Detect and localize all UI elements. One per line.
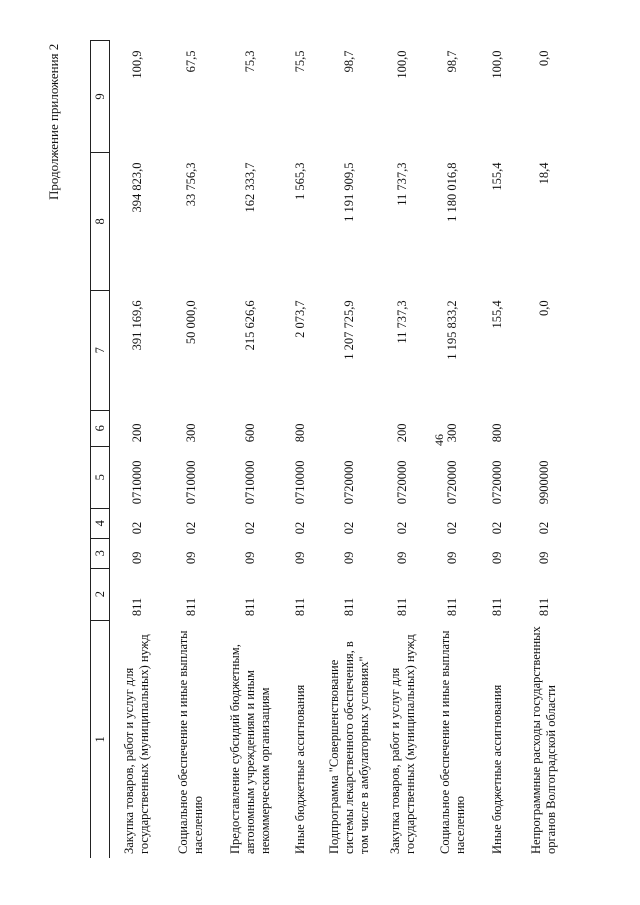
subsection-code: 02 [243,521,257,535]
column-header: 7 [91,290,110,410]
row-name: Непрограммные расходы государственных органов Волгоградской области [529,626,558,854]
expense-type-code [318,410,380,446]
row-name: Социальное обеспечение и иные выплаты населению [176,630,205,854]
column-header: 3 [91,538,110,568]
column-header: 2 [91,568,110,620]
target-article-code: 0710000 [129,460,144,505]
execution-percent: 75,3 [243,50,257,73]
actual-amount: 18,4 [536,162,551,185]
actual-amount: 1 565,3 [293,162,307,200]
row-name: Подпрограмма "Совершенствование системы лекарственного обеспечения, в том числе в амбулаторных условиях" [326,641,371,854]
section-code: 09 [129,551,144,565]
column-header: 5 [91,446,110,508]
planned-amount: 1 207 725,9 [341,300,356,360]
column-header: 6 [91,410,110,446]
row-name: Закупка товаров, работ и услуг для государственных (муниципальных) нужд [387,634,417,854]
execution-percent: 100,0 [490,50,504,79]
expense-type-code: 600 [243,423,257,443]
actual-amount: 162 333,7 [243,162,257,213]
table-row [425,41,480,859]
expense-type-code: 200 [395,423,409,443]
column-header: 4 [91,508,110,538]
expense-type-code: 200 [129,423,144,443]
planned-amount: 1 195 833,2 [445,300,459,360]
target-article-code: 0710000 [243,460,257,505]
budget-table [90,40,573,858]
actual-amount: 155,4 [490,162,504,191]
table-row [515,41,573,859]
execution-percent: 0,0 [536,50,551,67]
actual-amount: 394 823,0 [129,162,144,213]
continuation-caption: Продолжение приложения 2 [46,43,61,200]
planned-amount: 50 000,0 [183,300,198,345]
table-row [218,41,283,859]
actual-amount: 1 191 909,5 [341,162,356,222]
ministry-code: 811 [395,597,409,617]
actual-amount: 1 180 016,8 [445,162,459,222]
row-name: Иные бюджетные ассигнования [293,684,307,854]
planned-amount: 155,4 [490,300,504,329]
planned-amount: 0,0 [536,300,551,316]
page-number: 46 [432,434,446,446]
subsection-code: 02 [536,521,551,535]
subsection-code: 02 [341,521,356,535]
section-code: 09 [395,551,409,565]
table-row [110,41,165,859]
ministry-code: 811 [293,597,307,617]
actual-amount: 33 756,3 [183,162,198,207]
section-code: 09 [536,551,551,565]
subsection-code: 02 [129,521,144,535]
actual-amount: 11 737,3 [395,162,409,206]
row-name: Иные бюджетные ассигнования [490,684,504,854]
section-code: 09 [243,551,257,565]
ministry-code: 811 [445,597,459,617]
section-code: 09 [341,551,356,565]
subsection-code: 02 [183,521,198,535]
section-code: 09 [490,551,504,565]
subsection-code: 02 [445,521,459,535]
ministry-code: 811 [490,597,504,617]
subsection-code: 02 [293,521,307,535]
expense-type-code: 800 [490,423,504,443]
expense-type-code [515,410,573,446]
section-code: 09 [293,551,307,565]
subsection-code: 02 [395,521,409,535]
section-code: 09 [183,551,198,565]
expense-type-code: 800 [293,423,307,443]
planned-amount: 2 073,7 [293,300,307,338]
row-name: Социальное обеспечение и иные выплаты населению [437,630,467,854]
planned-amount: 215 626,6 [243,300,257,351]
execution-percent: 100,9 [129,50,144,79]
execution-percent: 67,5 [183,50,198,73]
rotated-page [0,40,640,860]
target-article-code: 9900000 [536,460,551,505]
target-article-code: 0710000 [293,460,307,505]
target-article-code: 0720000 [341,460,356,505]
target-article-code: 0720000 [490,460,504,505]
expense-type-code: 300 [445,423,459,443]
ministry-code: 811 [129,597,144,617]
column-header: 8 [91,152,110,290]
execution-percent: 100,0 [395,50,409,79]
table-row [164,41,218,859]
table-row [283,41,318,859]
subsection-code: 02 [490,521,504,535]
table-header-row [91,41,110,859]
ministry-code: 811 [341,597,356,617]
planned-amount: 11 737,3 [395,300,409,344]
ministry-code: 811 [183,597,198,617]
ministry-code: 811 [536,597,551,617]
execution-percent: 75,5 [293,50,307,73]
planned-amount: 391 169,6 [129,300,144,351]
column-header: 9 [91,41,110,153]
table-row [480,41,515,859]
execution-percent: 98,7 [341,50,356,73]
row-name: Предоставление субсидий бюджетным, автономным учреждениям и иным некоммерческим организациям [228,644,272,854]
table-row [318,41,380,859]
target-article-code: 0710000 [183,460,198,505]
column-header: 1 [91,620,110,858]
target-article-code: 0720000 [395,460,409,505]
expense-type-code: 300 [183,423,198,443]
execution-percent: 98,7 [445,50,459,73]
table-row [380,41,425,859]
row-name: Закупка товаров, работ и услуг для государственных (муниципальных) нужд [122,634,151,854]
section-code: 09 [445,551,459,565]
ministry-code: 811 [243,597,257,617]
target-article-code: 0720000 [445,460,459,505]
